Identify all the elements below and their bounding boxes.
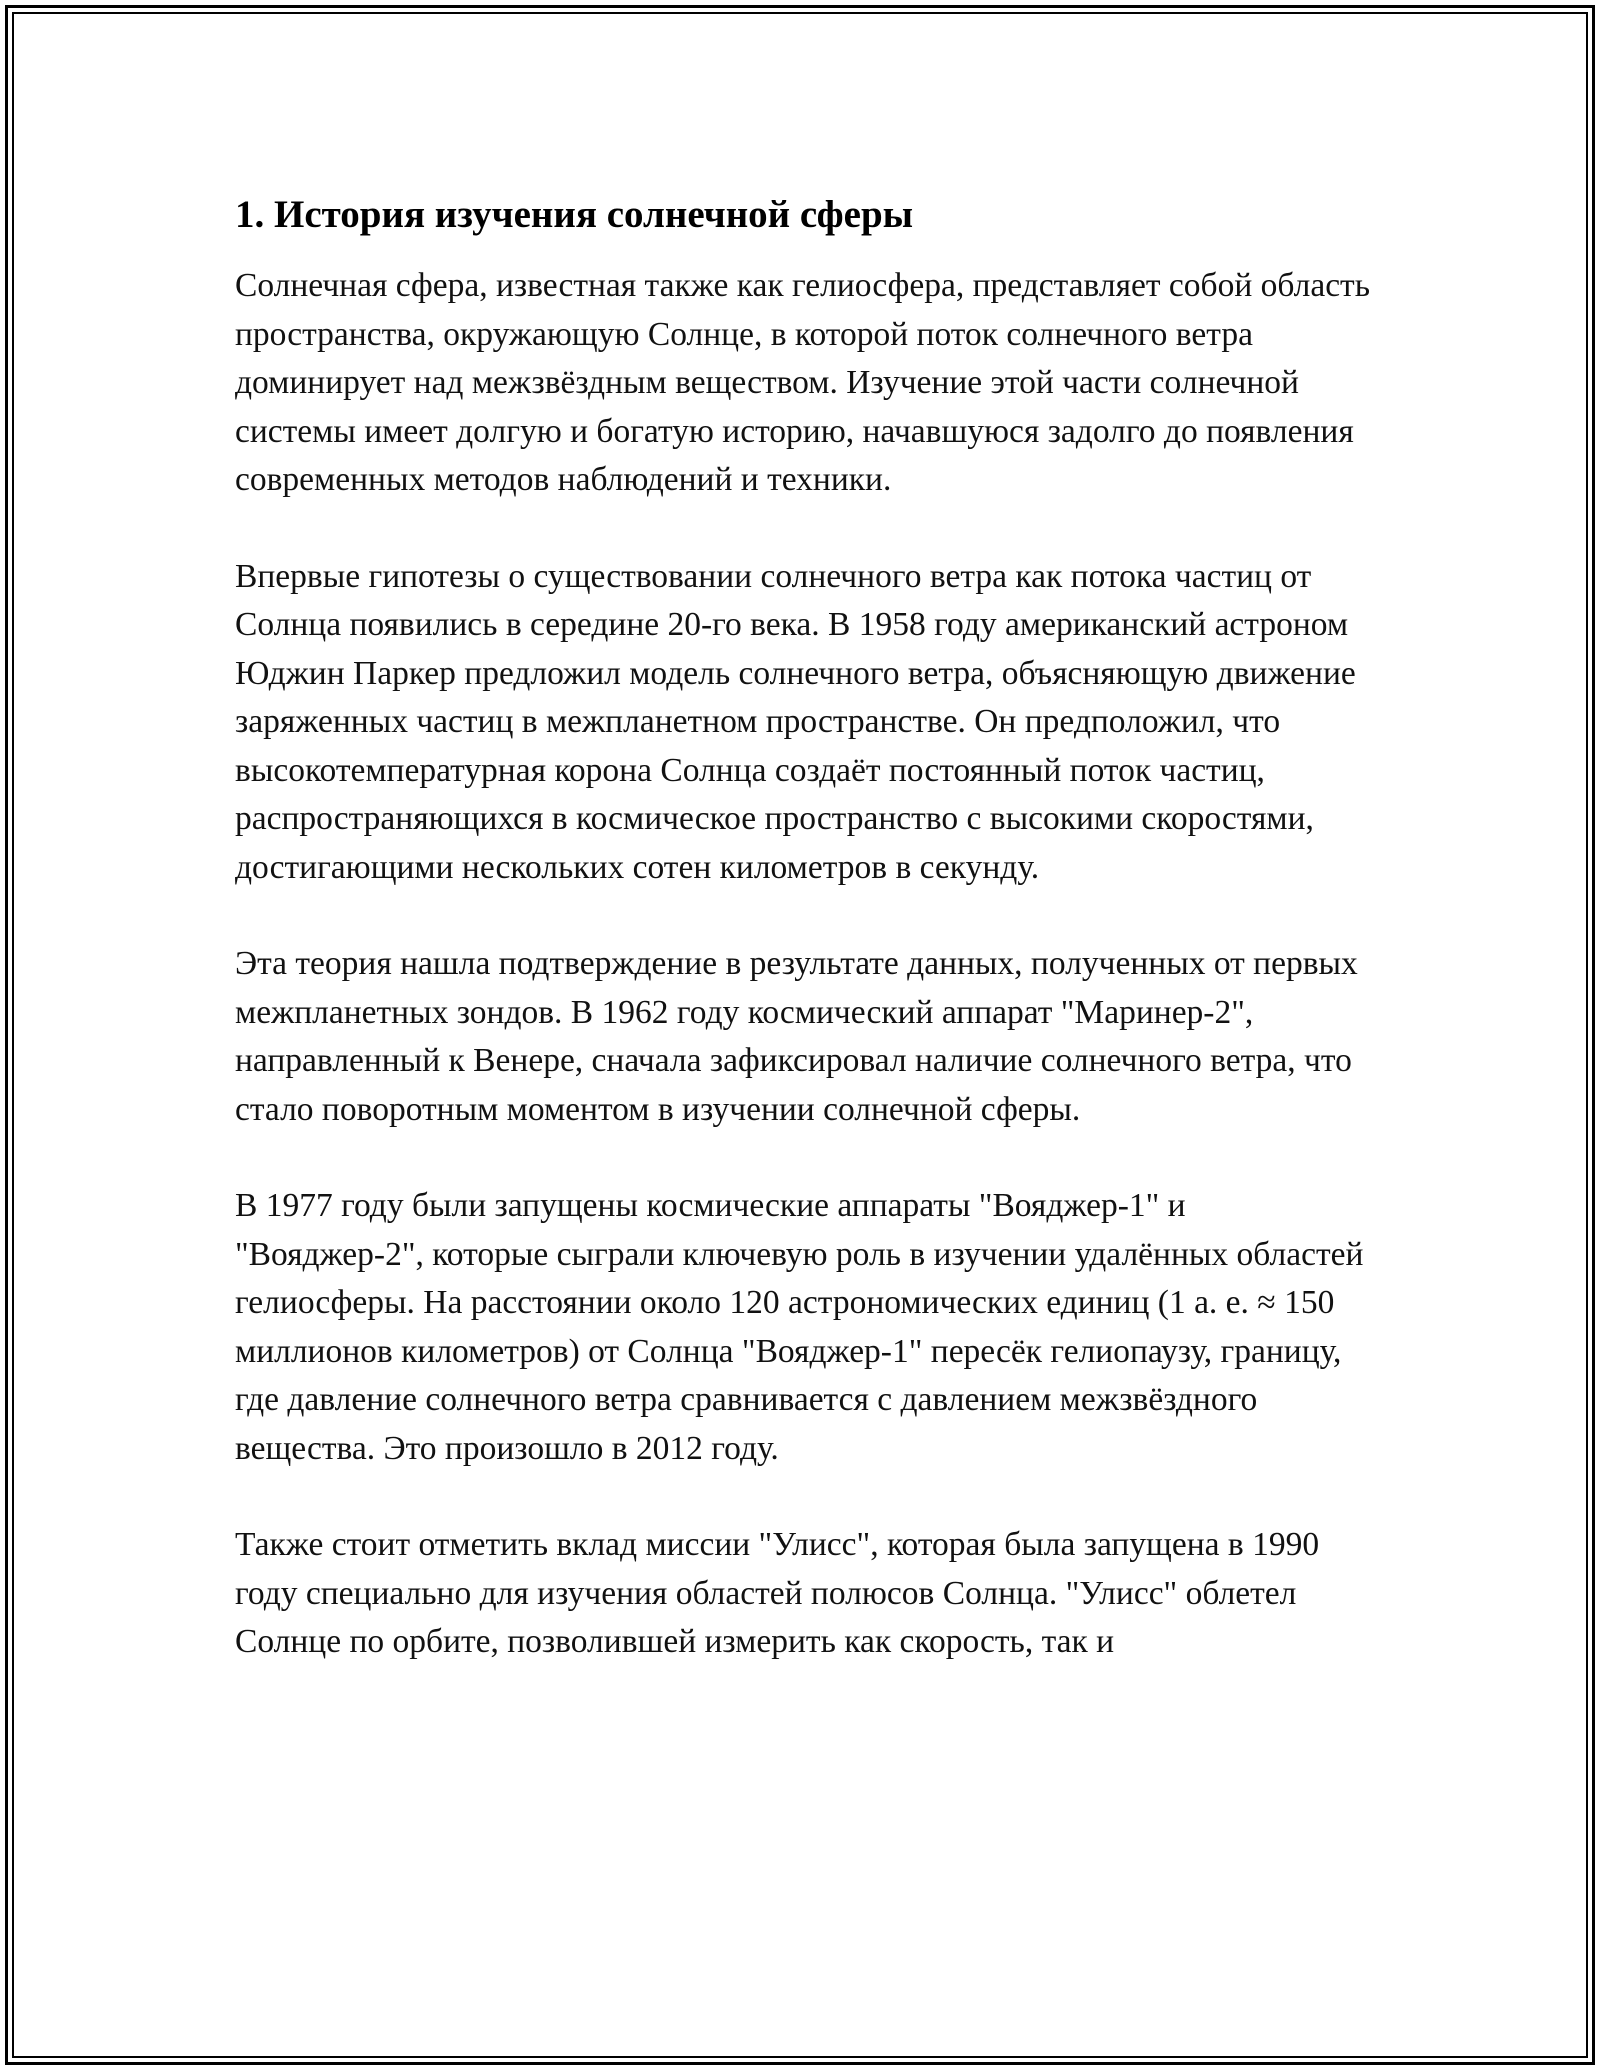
paragraph-voyager: В 1977 году были запущены космические аппараты "Вояджер-1" и "Вояджер-2", которые сыграли ключевую роль в изучении удалённых областей гелиосферы. На расстоянии около 120 астрономических единиц (1 а. е. ≈ 150 миллионов километров) от Солнца "Вояджер-1" пересёк гелиопаузу, границу, где давление солнечного ветра сравнивается с давлением межзвёздного вещества. Это произошло в 2012 году. [235,1187,1364,1467]
section-heading: 1. История изучения солнечной сферы [235,193,914,236]
document-body [235,185,1375,1715]
paragraph-intro: Солнечная сфера, известная также как гелиосфера, представляет собой область пространства, окружающую Солнце, в которой поток солнечного ветра доминирует над межзвёздным веществом. Изучение этой части солнечной системы имеет долгую и богатую историю, начавшуюся задолго до появления современных методов наблюдений и техники. [235,267,1370,498]
paragraph-ulysses: Также стоит отметить вклад миссии "Улисс", которая была запущена в 1990 году специально для изучения областей полюсов Солнца. "Улисс" облетел Солнце по орбите, позволившей измерить как скорость, так и [235,1526,1320,1660]
paragraph-mariner: Эта теория нашла подтверждение в результате данных, полученных от первых межпланетных зондов. В 1962 году космический аппарат "Маринер-2", направленный к Венере, сначала зафиксировал наличие солнечного ветра, что стало поворотным моментом в изучении солнечной сферы. [235,945,1358,1128]
paragraph-parker: Впервые гипотезы о существовании солнечного ветра как потока частиц от Солнца появились в середине 20-го века. В 1958 году американский астроном Юджин Паркер предложил модель солнечного ветра, объясняющую движение заряженных частиц в межпланетном пространстве. Он предположил, что высокотемпературная корона Солнца создаёт постоянный поток частиц, распространяющихся в космическое пространство с высокими скоростями, достигающими нескольких сотен километров в секунду. [235,557,1356,886]
